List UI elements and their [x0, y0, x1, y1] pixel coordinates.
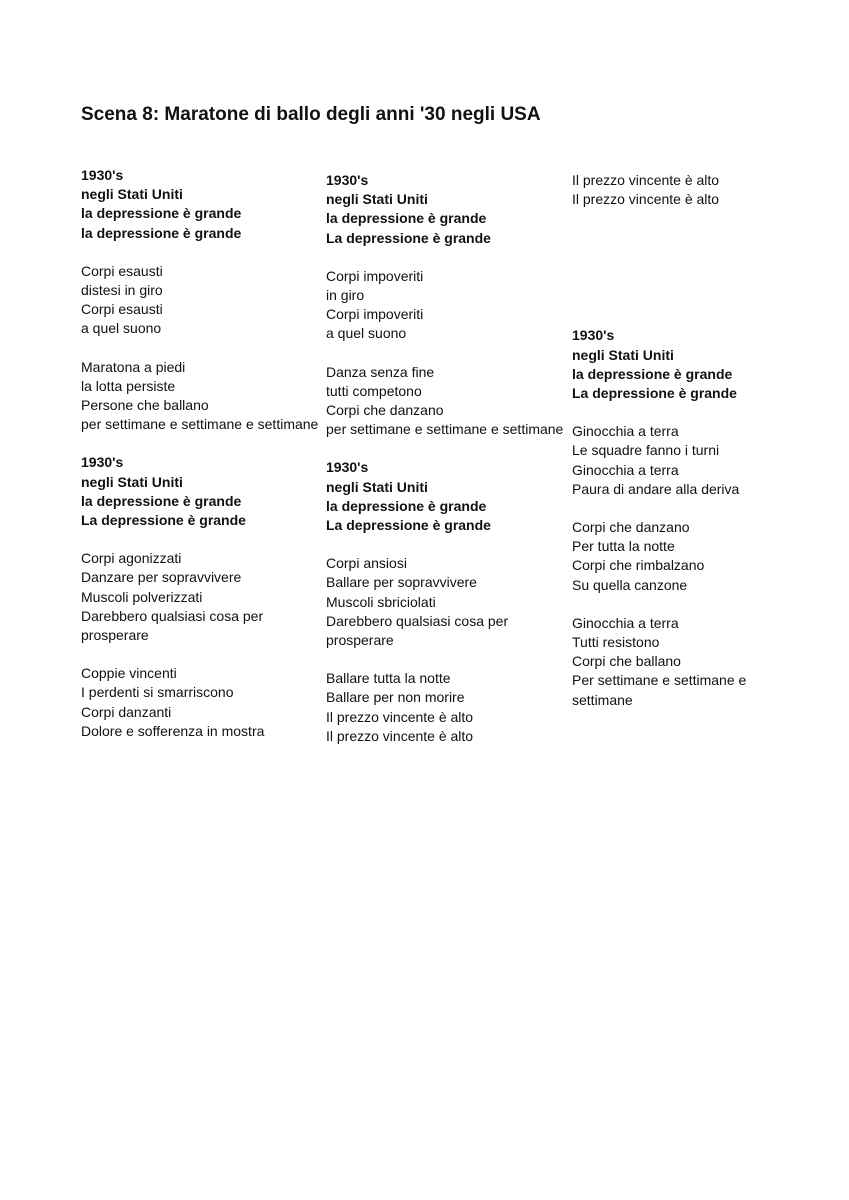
lyric-line: Corpi esausti: [81, 262, 163, 279]
verse-stanza: [81, 549, 319, 645]
verse-stanza: [572, 518, 810, 595]
lyric-line: Muscoli sbriciolati: [326, 593, 436, 610]
lyric-line: Corpi esausti: [81, 301, 163, 318]
lyric-line: la depressione è grande: [572, 365, 733, 382]
lyric-line: Darebbero qualsiasi cosa per prosperare: [326, 612, 509, 649]
verse-stanza: [81, 664, 319, 741]
lyric-line: Corpi danzanti: [81, 703, 172, 720]
page-title: Scena 8: Maratone di ballo degli anni '30 negli USA: [81, 104, 541, 125]
lyric-line: I perdenti si smarriscono: [81, 684, 234, 701]
lyrics-column-3: [572, 171, 810, 729]
lyrics-column-2: [326, 171, 564, 765]
lyric-line: La depressione è grande: [326, 517, 491, 534]
lyric-line: Su quella canzone: [572, 576, 688, 593]
lyric-line: 1930's: [326, 172, 369, 188]
lyric-line: La depressione è grande: [326, 229, 491, 246]
lyric-line: 1930's: [81, 167, 124, 183]
lyric-line: Coppie vincenti: [81, 665, 177, 682]
lyric-line: Il prezzo vincente è alto: [572, 172, 720, 188]
lyric-line: 1930's: [572, 327, 615, 344]
lyric-line: negli Stati Uniti: [572, 346, 674, 363]
lyric-line: Ginocchia a terra: [572, 423, 679, 440]
verse-stanza: [572, 422, 810, 499]
lyric-line: negli Stati Uniti: [326, 478, 428, 495]
verse-stanza: [81, 262, 319, 339]
lyric-line: la depressione è grande: [81, 205, 242, 222]
lyric-line: Persone che ballano: [81, 397, 209, 414]
lyric-line: Corpi che rimbalzano: [572, 557, 705, 574]
lyric-line: Ginocchia a terra: [572, 461, 679, 478]
lyric-line: Tutti resistono: [572, 634, 660, 651]
lyric-line: a quel suono: [81, 320, 162, 337]
lyric-line: la depressione è grande: [81, 492, 242, 509]
lyric-line: Per settimane e settimane e settimane: [572, 672, 747, 708]
verse-stanza: [326, 669, 564, 746]
lyric-line: negli Stati Uniti: [81, 473, 183, 490]
lyric-line: Ginocchia a terra: [572, 614, 679, 631]
lyric-line: a quel suono: [326, 325, 407, 342]
lyric-line: Danza senza fine: [326, 363, 435, 380]
lyric-line: Dolore e sofferenza in mostra: [81, 722, 265, 739]
lyric-line: La depressione è grande: [81, 512, 246, 529]
lyric-line: Ballare per sopravvivere: [326, 574, 477, 591]
verse-stanza: [572, 614, 810, 710]
lyric-line: Ballare tutta la notte: [326, 670, 451, 687]
lyric-line: Maratona a piedi: [81, 358, 186, 375]
lyric-line: per settimane e settimane e settimane: [81, 416, 319, 433]
lyric-line: Il prezzo vincente è alto: [326, 708, 474, 725]
lyric-line: la lotta persiste: [81, 377, 176, 394]
lyric-line: Corpi impoveriti: [326, 267, 424, 284]
lyric-line: la depressione è grande: [326, 210, 487, 227]
lyric-line: 1930's: [326, 459, 369, 476]
verse-stanza: [326, 554, 564, 650]
lyric-line: per settimane e settimane e settimane: [326, 421, 564, 438]
lyrics-column-1: [81, 166, 319, 760]
verse-stanza: [326, 267, 564, 344]
chorus-stanza: [572, 326, 810, 403]
verse-stanza: [81, 358, 319, 435]
lyric-line: Corpi che danzano: [326, 402, 444, 419]
lyric-line: la depressione è grande: [81, 224, 242, 241]
lyric-line: Ballare per non morire: [326, 689, 465, 706]
lyric-line: Darebbero qualsiasi cosa per prosperare: [81, 607, 264, 644]
verse-stanza: [326, 363, 564, 440]
lyric-line: negli Stati Uniti: [81, 186, 183, 203]
lyric-line: Corpi che ballano: [572, 653, 681, 670]
lyric-line: 1930's: [81, 454, 124, 471]
lyric-line: Corpi che danzano: [572, 519, 690, 536]
lyric-line: la depressione è grande: [326, 497, 487, 514]
lyric-line: in giro: [326, 287, 365, 304]
lyric-line: Corpi ansiosi: [326, 555, 407, 572]
chorus-stanza: [81, 453, 319, 530]
lyric-line: tutti competono: [326, 382, 422, 399]
chorus-stanza: [326, 458, 564, 535]
lyric-line: Danzare per sopravvivere: [81, 569, 242, 586]
lyric-line: Per tutta la notte: [572, 538, 675, 555]
chorus-stanza: [81, 166, 319, 243]
lyric-line: Le squadre fanno i turni: [572, 442, 720, 459]
lyric-line: negli Stati Uniti: [326, 191, 428, 208]
lyric-line: Corpi impoveriti: [326, 306, 424, 323]
lyric-line: Il prezzo vincente è alto: [572, 191, 720, 208]
lyric-line: Corpi agonizzati: [81, 550, 182, 567]
lyric-line: Muscoli polverizzati: [81, 588, 203, 605]
lyric-line: La depressione è grande: [572, 385, 737, 402]
lyric-line: Il prezzo vincente è alto: [326, 727, 474, 744]
lyric-line: Paura di andare alla deriva: [572, 480, 740, 497]
chorus-stanza: [326, 171, 564, 248]
lyric-line: distesi in giro: [81, 282, 163, 299]
verse-stanza: [572, 171, 810, 209]
